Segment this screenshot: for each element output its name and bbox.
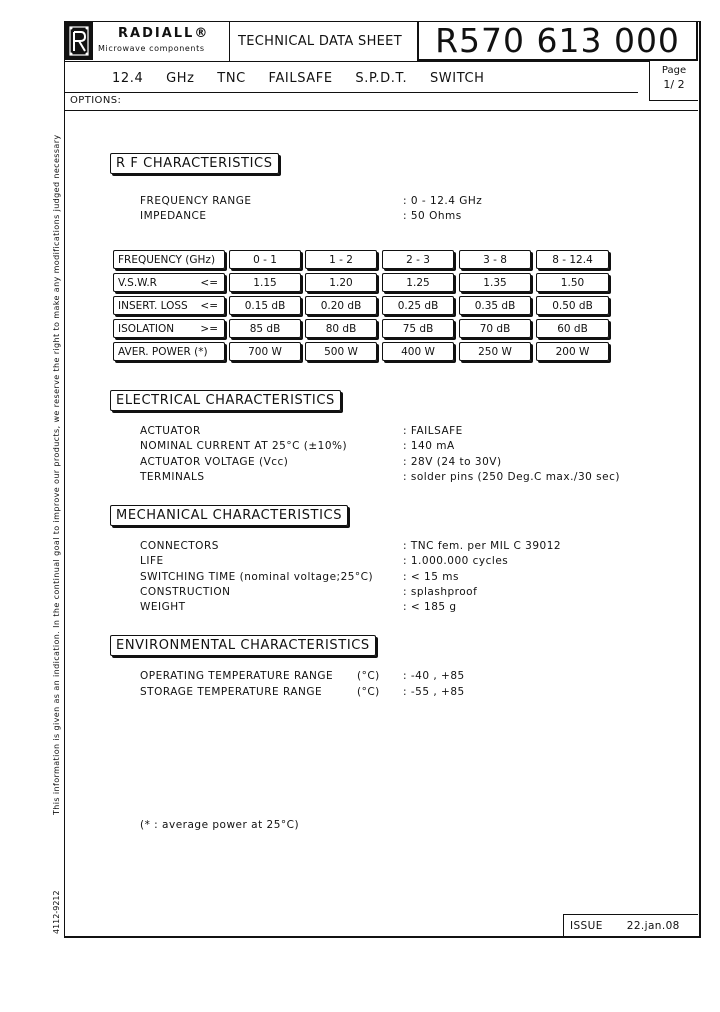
product-subtitle: 12.4 GHz TNC FAILSAFE S.P.D.T. SWITCH <box>112 71 485 86</box>
electrical-row-label: ACTUATOR <box>140 425 201 437</box>
subtitle-rule <box>64 92 638 93</box>
electrical-row-label: ACTUATOR VOLTAGE (Vcc) <box>140 456 289 468</box>
table-cell: 70 dB <box>459 319 531 338</box>
reference-code: 4112-9212 <box>52 890 61 934</box>
options-rule <box>64 110 698 111</box>
part-number: R570 613 000 <box>435 21 680 60</box>
document-type: TECHNICAL DATA SHEET <box>238 34 402 49</box>
environmental-row-label: OPERATING TEMPERATURE RANGE <box>140 670 334 682</box>
issue-date: 22.jan.08 <box>626 919 680 932</box>
table-row-label <box>113 273 225 292</box>
row-name: ISOLATION <box>118 322 175 335</box>
page-indicator <box>649 61 698 101</box>
frequency-header: FREQUENCY (GHz) <box>118 253 216 266</box>
rf-row-value: : 50 Ohms <box>403 210 462 222</box>
table-cell: 250 W <box>459 342 531 361</box>
rf-row-label: IMPEDANCE <box>140 210 207 222</box>
table-cell: 0.50 dB <box>536 296 609 315</box>
table-cell: 1.50 <box>536 273 609 292</box>
electrical-row-value: : 28V (24 to 30V) <box>403 456 502 468</box>
row-operator: <= <box>200 299 218 312</box>
table-cell: 0.20 dB <box>305 296 377 315</box>
rf-row-value: : 0 - 12.4 GHz <box>403 195 483 207</box>
electrical-row-value: : FAILSAFE <box>403 425 463 437</box>
table-cell: 1.25 <box>382 273 454 292</box>
environmental-row-unit: (°C) <box>357 686 380 698</box>
table-cell: 1.15 <box>229 273 301 292</box>
disclaimer-side-note: This information is given as an indication. In the continual goal to improve our products, we reserve the right to make any modifications judged necessary <box>52 134 61 815</box>
table-row-label <box>113 342 225 361</box>
table-row-label <box>113 319 225 338</box>
table-cell: 75 dB <box>382 319 454 338</box>
table-header-label <box>113 250 225 269</box>
table-header-cell: 1 - 2 <box>305 250 377 269</box>
mechanical-row-value: : < 15 ms <box>403 571 459 583</box>
mechanical-row-label: WEIGHT <box>140 601 186 613</box>
header-divider <box>229 21 230 61</box>
environmental-row-value: : -55 , +85 <box>403 686 465 698</box>
rf-section-title: R F CHARACTERISTICS <box>110 153 279 174</box>
table-header-cell: 3 - 8 <box>459 250 531 269</box>
header-bottom-rule <box>64 61 649 62</box>
row-name: INSERT. LOSS <box>118 299 188 312</box>
mechanical-row-label: LIFE <box>140 555 164 567</box>
table-cell: 400 W <box>382 342 454 361</box>
mechanical-row-value: : < 185 g <box>403 601 457 613</box>
environmental-section-title: ENVIRONMENTAL CHARACTERISTICS <box>110 635 376 656</box>
row-name: V.S.W.R <box>118 276 157 289</box>
page-value: 1/ 2 <box>663 78 685 91</box>
options-label: OPTIONS: <box>70 95 122 106</box>
mechanical-section-title: MECHANICAL CHARACTERISTICS <box>110 505 348 526</box>
table-cell: 0.15 dB <box>229 296 301 315</box>
brand-name: RADIALL® <box>118 26 210 41</box>
page-label: Page <box>661 65 687 76</box>
electrical-section-title: ELECTRICAL CHARACTERISTICS <box>110 390 341 411</box>
electrical-row-label: NOMINAL CURRENT AT 25°C (±10%) <box>140 440 348 452</box>
environmental-row-value: : -40 , +85 <box>403 670 465 682</box>
issue-box <box>563 914 698 936</box>
brand-subtitle: Microwave components <box>98 44 205 53</box>
mechanical-row-label: CONSTRUCTION <box>140 586 231 598</box>
environmental-row-unit: (°C) <box>357 670 380 682</box>
issue-label: ISSUE <box>570 919 603 932</box>
table-cell: 500 W <box>305 342 377 361</box>
table-cell: 700 W <box>229 342 301 361</box>
table-header-cell: 8 - 12.4 <box>536 250 609 269</box>
row-name: AVER. POWER (*) <box>118 345 208 358</box>
rf-row-label: FREQUENCY RANGE <box>140 195 252 207</box>
table-cell: 200 W <box>536 342 609 361</box>
environmental-row-label: STORAGE TEMPERATURE RANGE <box>140 686 323 698</box>
table-cell: 80 dB <box>305 319 377 338</box>
table-cell: 0.25 dB <box>382 296 454 315</box>
table-header-cell: 0 - 1 <box>229 250 301 269</box>
part-number-box <box>417 21 698 61</box>
table-cell: 1.35 <box>459 273 531 292</box>
mechanical-row-label: CONNECTORS <box>140 540 219 552</box>
row-operator: <= <box>200 276 218 289</box>
footnote: (* : average power at 25°C) <box>140 819 300 831</box>
row-operator: >= <box>200 322 218 335</box>
mechanical-row-value: : TNC fem. per MIL C 39012 <box>403 540 562 552</box>
table-header-cell: 2 - 3 <box>382 250 454 269</box>
table-cell: 1.20 <box>305 273 377 292</box>
mechanical-row-value: : 1.000.000 cycles <box>403 555 509 567</box>
table-cell: 0.35 dB <box>459 296 531 315</box>
table-row-label <box>113 296 225 315</box>
mechanical-row-value: : splashproof <box>403 586 478 598</box>
radiall-logo-icon <box>65 22 93 60</box>
electrical-row-value: : 140 mA <box>403 440 455 452</box>
mechanical-row-label: SWITCHING TIME (nominal voltage;25°C) <box>140 571 374 583</box>
electrical-row-value: : solder pins (250 Deg.C max./30 sec) <box>403 471 620 483</box>
table-cell: 60 dB <box>536 319 609 338</box>
table-cell: 85 dB <box>229 319 301 338</box>
electrical-row-label: TERMINALS <box>140 471 205 483</box>
